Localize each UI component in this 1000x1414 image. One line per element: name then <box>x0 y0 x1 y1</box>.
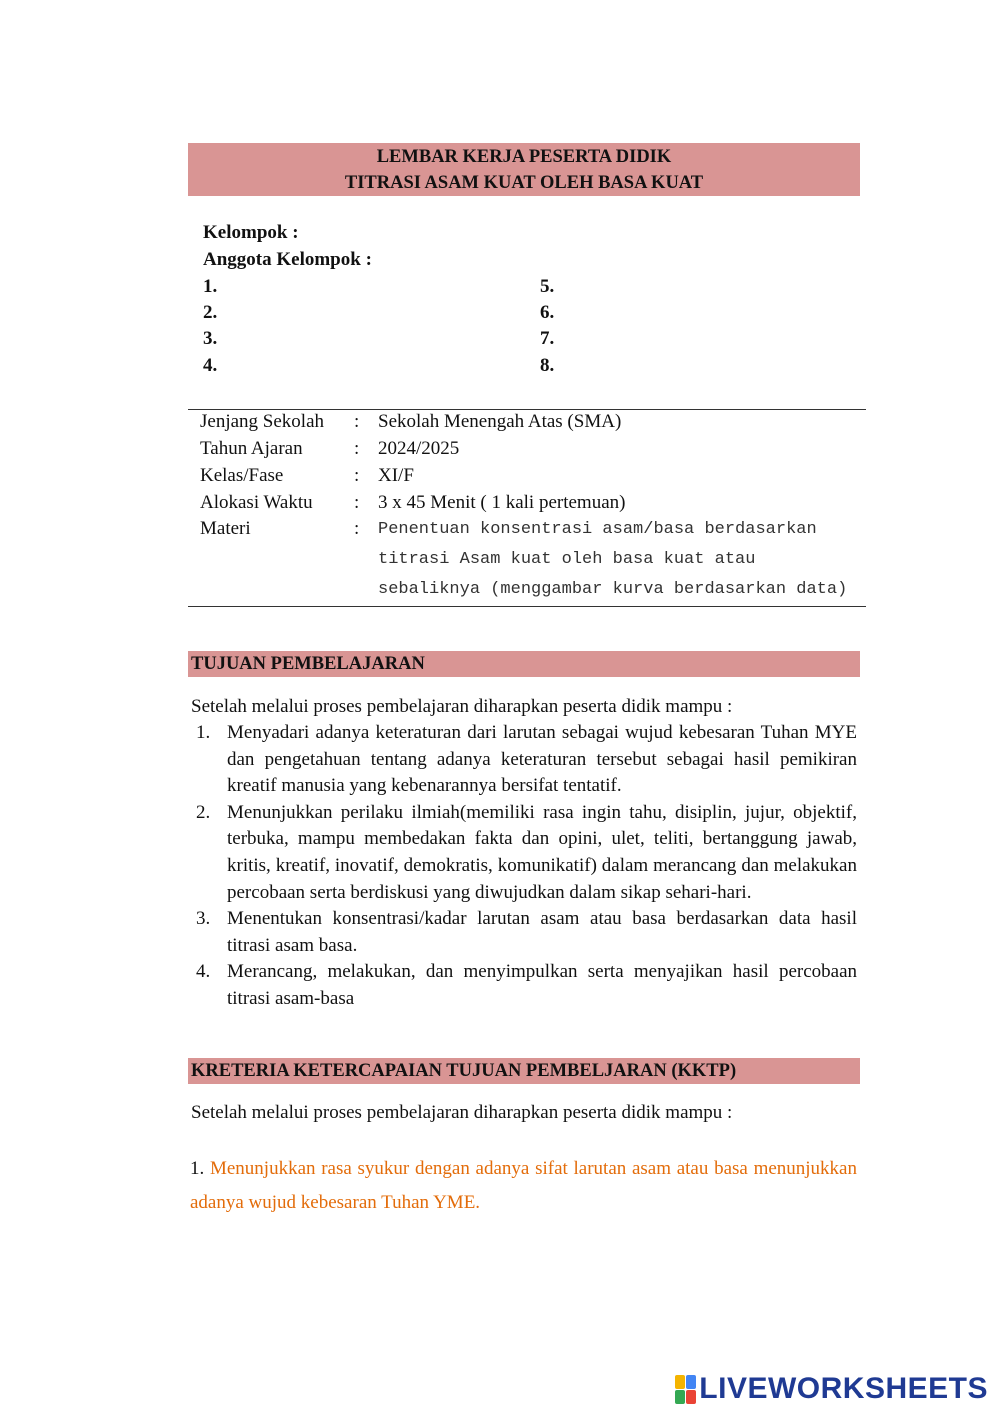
title-band <box>188 143 860 196</box>
info-colon: : <box>354 518 360 539</box>
info-value: Sekolah Menengah Atas (SMA) <box>378 411 622 432</box>
materi-line: Penentuan konsentrasi asam/basa berdasarkan <box>378 520 817 539</box>
member-number: 4. <box>203 355 218 376</box>
info-key: Jenjang Sekolah <box>200 411 325 432</box>
title-line-1: LEMBAR KERJA PESERTA DIDIK <box>376 147 672 167</box>
list-number: 1. <box>196 722 211 743</box>
info-colon: : <box>354 438 360 459</box>
materi-line: titrasi Asam kuat oleh basa kuat atau <box>378 550 756 569</box>
info-key: Kelas/Fase <box>200 465 284 486</box>
list-item <box>190 720 857 800</box>
kktp-item <box>190 1152 857 1220</box>
section-heading-kktp: KRETERIA KETERCAPAIAN TUJUAN PEMBELJARAN (KKTP) <box>188 1058 860 1084</box>
info-value: 2024/2025 <box>378 438 460 459</box>
member-number: 1. <box>203 276 218 297</box>
section-heading-tujuan: TUJUAN PEMBELAJARAN <box>188 651 860 677</box>
list-text: Menentukan konsentrasi/kadar larutan asam atau basa berdasarkan data hasil titrasi asam basa. <box>227 908 857 956</box>
list-text: Menyadari adanya keteraturan dari larutan sebagai wujud kebesaran Tuhan MYE dan pengetahuan tentang adanya keteraturan tersebut sebagai hasil pemikiran kreatif manusia yang kebenarannya bersifat tentatif. <box>227 722 857 797</box>
tujuan-intro: Setelah melalui proses pembelajaran diharapkan peserta didik mampu : <box>191 696 733 717</box>
list-number: 1. <box>190 1158 205 1179</box>
list-text: Menunjukkan perilaku ilmiah(memiliki rasa ingin tahu, disiplin, jujur, objektif, terbuka, mampu membedakan fakta dan opini, ulet, teliti, bertanggung jawab, kritis, kreatif, inovatif, demokratis, komunikatif) dalam merancang dan melakukan percobaan serta berdiskusi yang diwujudkan dalam sikap sehari-hari. <box>227 801 857 903</box>
list-text: Merancang, melakukan, dan menyimpulkan serta menyajikan hasil percobaan titrasi asam-basa <box>227 961 857 1009</box>
liveworksheets-mark-icon <box>675 1375 695 1403</box>
member-number: 2. <box>203 302 218 323</box>
member-number: 7. <box>540 328 555 349</box>
info-colon: : <box>354 492 360 513</box>
watermark-text: LIVEWORKSHEETS <box>699 1372 988 1405</box>
materi-line: sebaliknya (menggambar kurva berdasarkan data) <box>378 580 848 599</box>
title-line-2: TITRASI ASAM KUAT OLEH BASA KUAT <box>344 173 704 193</box>
list-item <box>190 906 857 959</box>
list-item <box>190 959 857 1012</box>
info-key: Tahun Ajaran <box>200 438 303 459</box>
liveworksheets-logo <box>675 1372 988 1406</box>
kktp-intro: Setelah melalui proses pembelajaran diharapkan peserta didik mampu : <box>191 1102 733 1123</box>
materi-value <box>378 515 847 605</box>
info-bottom-rule <box>188 606 866 607</box>
tujuan-list <box>190 720 857 1013</box>
member-number: 3. <box>203 328 218 349</box>
anggota-label: Anggota Kelompok : <box>203 249 372 270</box>
info-colon: : <box>354 465 360 486</box>
info-value: XI/F <box>378 465 414 486</box>
list-item <box>190 800 857 906</box>
info-value: 3 x 45 Menit ( 1 kali pertemuan) <box>378 492 626 513</box>
member-number: 8. <box>540 355 555 376</box>
info-key: Alokasi Waktu <box>200 492 313 513</box>
member-number: 6. <box>540 302 555 323</box>
list-number: 4. <box>196 961 211 983</box>
member-number: 5. <box>540 276 555 297</box>
list-number: 3. <box>196 908 211 930</box>
kktp-item-text: Menunjukkan rasa syukur dengan adanya sifat larutan asam atau basa menunjukkan adanya wujud kebesaran Tuhan YME. <box>190 1158 857 1213</box>
info-colon: : <box>354 411 360 432</box>
info-key: Materi <box>200 518 251 539</box>
kelompok-label: Kelompok : <box>203 222 299 243</box>
list-number: 2. <box>196 801 211 823</box>
